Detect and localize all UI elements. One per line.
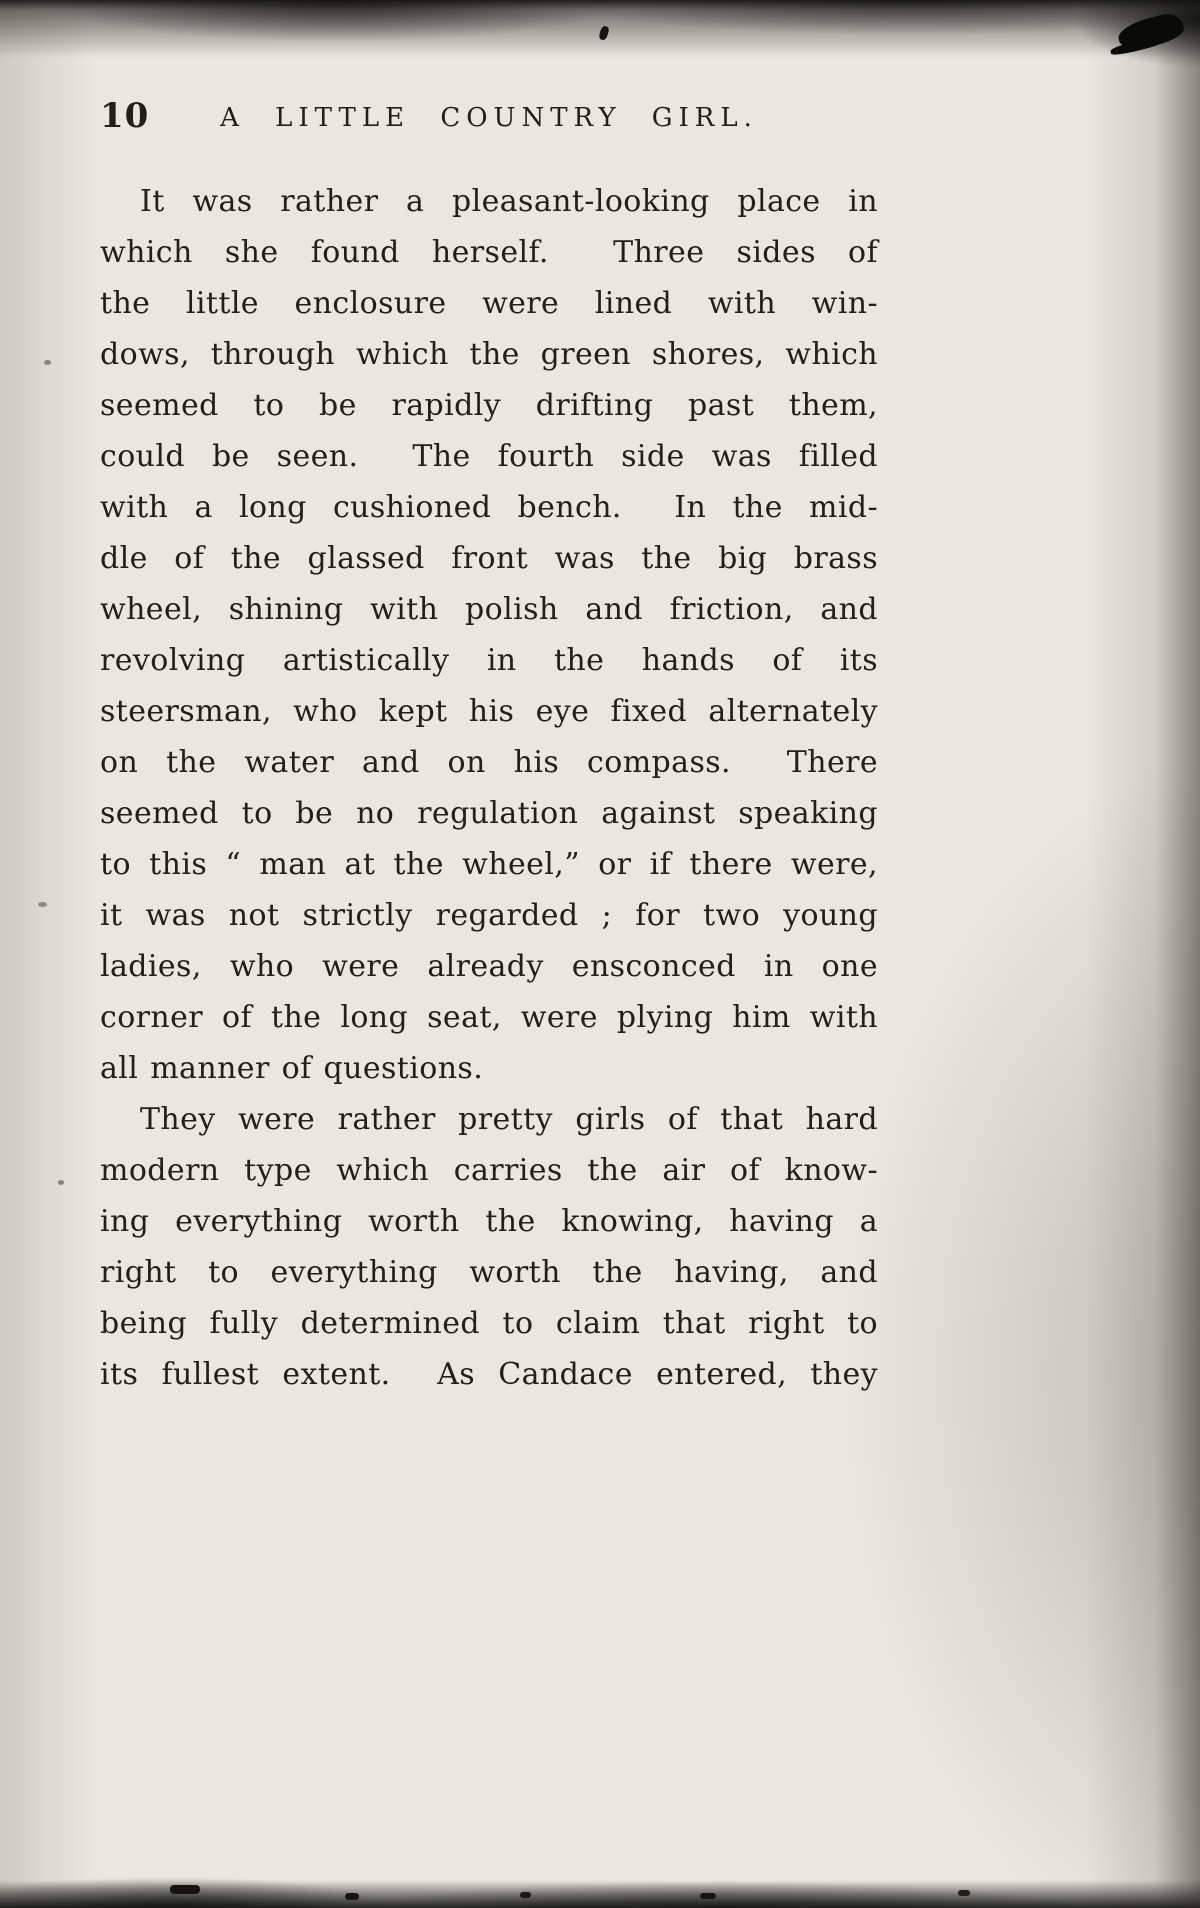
text-line: being fully determined to claim that right to [100,1306,878,1341]
text-line: with a long cushioned bench. In the mid- [100,490,878,525]
text-line: ing everything worth the knowing, having a [100,1204,878,1239]
text-line: wheel, shining with polish and friction, and [100,592,878,627]
text-line: corner of the long seat, were plying him with [100,1000,878,1035]
text-line: dows, through which the green shores, which [100,337,878,372]
text-line: to this “ man at the wheel,” or if there were, [100,847,878,882]
text-line: its fullest extent. As Candace entered, they [100,1357,878,1392]
page-number: 10 [100,96,150,136]
paragraph [100,1094,878,1400]
scan-artifact-bottom [520,1892,531,1898]
text-block [100,176,878,1400]
scan-artifact-bottom [958,1890,970,1896]
text-line: revolving artistically in the hands of its [100,643,878,678]
scan-artifact-bottom [700,1893,716,1899]
page-header [100,96,878,142]
text-line: seemed to be no regulation against speaking [100,796,878,831]
scan-artifact-top-center [598,25,610,41]
text-line: steersman, who kept his eye fixed alternately [100,694,878,729]
text-line: modern type which carries the air of know- [100,1153,878,1188]
text-line: It was rather a pleasant-looking place in [140,184,878,219]
text-line: They were rather pretty girls of that hard [140,1102,878,1137]
scan-artifact-bottom [170,1885,200,1894]
scan-artifact-top-right [1116,10,1187,53]
text-line: the little enclosure were lined with win- [100,286,878,321]
scan-artifact-bottom [345,1893,359,1900]
paragraph [100,176,878,1094]
text-line: dle of the glassed front was the big brass [100,541,878,576]
text-line: on the water and on his compass. There [100,745,878,780]
text-line: which she found herself. Three sides of [100,235,878,270]
text-line: it was not strictly regarded ; for two young [100,898,878,933]
scan-artifact-left-margin [58,1180,64,1185]
text-line: right to everything worth the having, and [100,1255,878,1290]
text-line: all manner of questions. [100,1051,484,1086]
running-title: A LITTLE COUNTRY GIRL. [220,103,758,133]
text-line: seemed to be rapidly drifting past them, [100,388,878,423]
scan-artifact-left-margin [44,360,51,365]
scan-artifact-left-margin [38,902,47,907]
text-line: could be seen. The fourth side was filled [100,439,878,474]
text-line: ladies, who were already ensconced in one [100,949,878,984]
